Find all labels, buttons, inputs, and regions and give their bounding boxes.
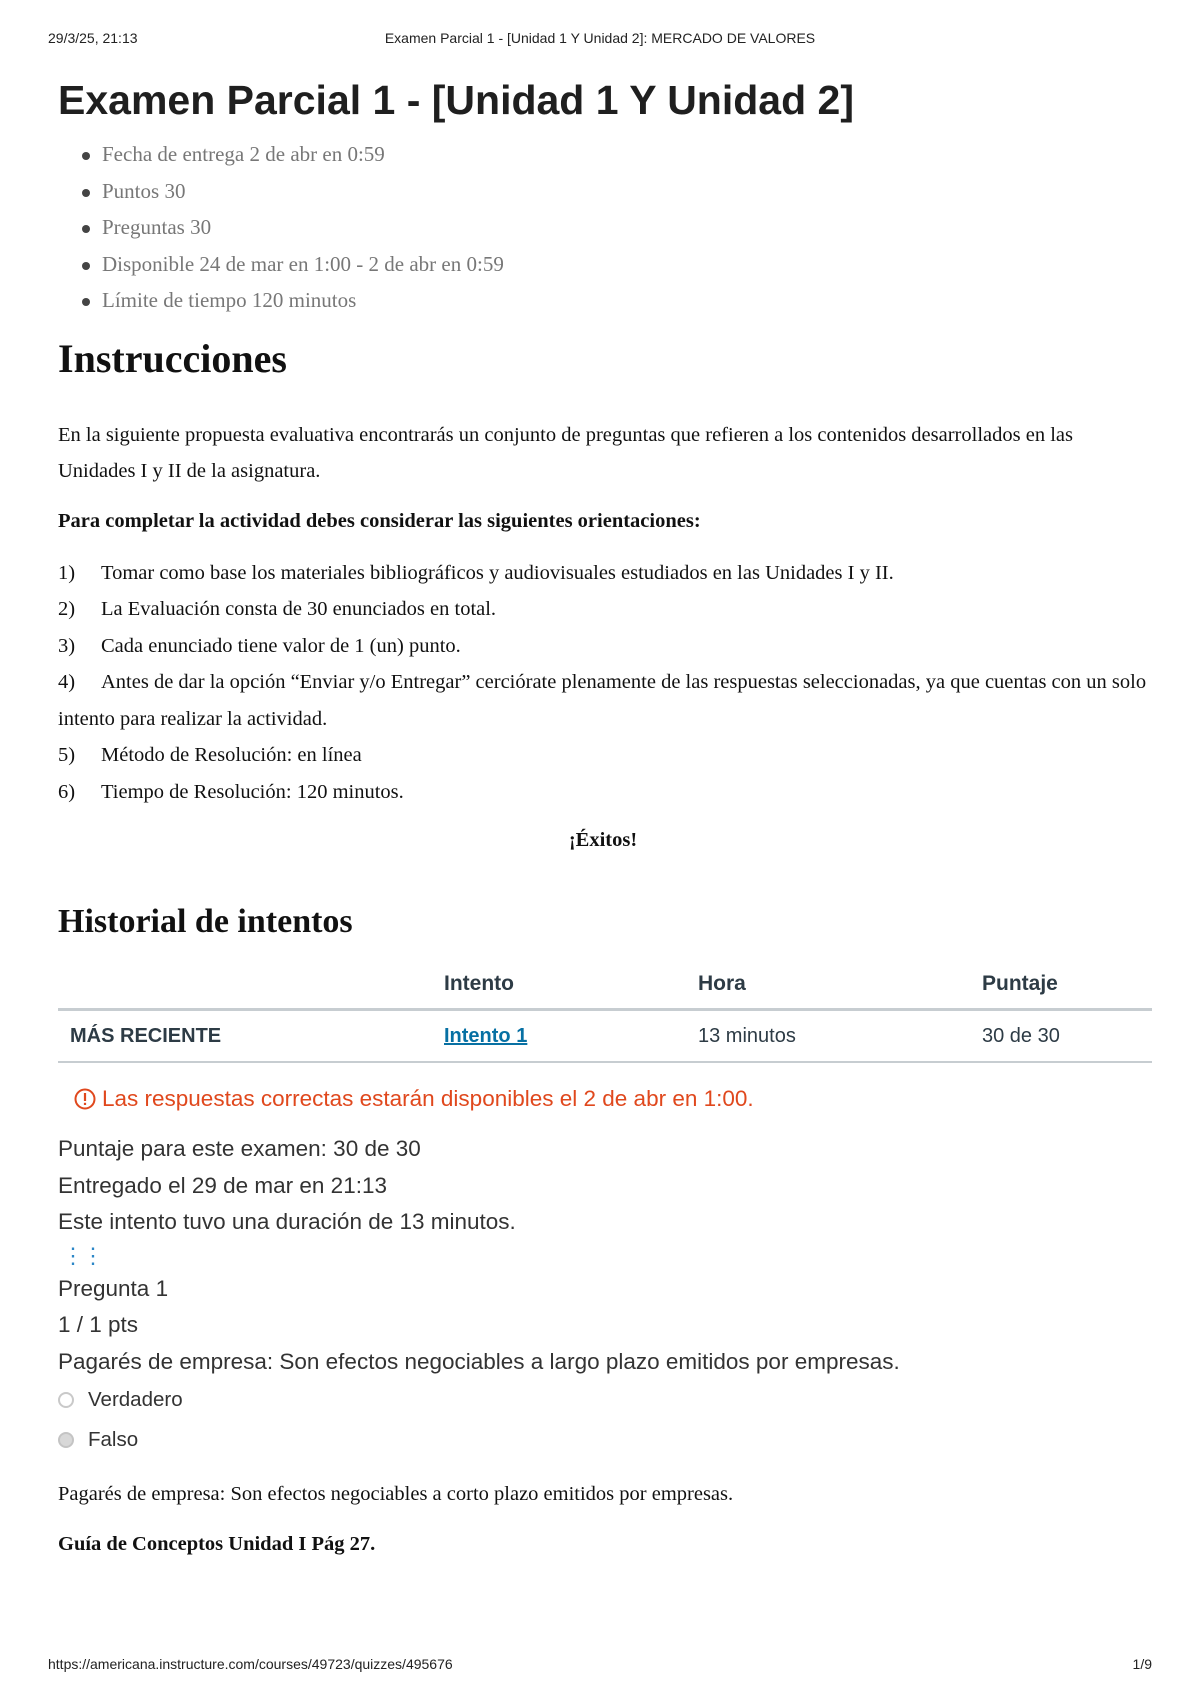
detail-value: 120 minutos	[251, 288, 357, 312]
detail-points	[102, 173, 1148, 210]
answer-label: Falso	[88, 1428, 139, 1451]
instruction-step	[58, 555, 1148, 592]
print-header	[48, 26, 1152, 46]
answer-reference: Guía de Conceptos Unidad I Pág 27.	[58, 1533, 376, 1555]
instructions-closing: ¡Éxitos!	[568, 829, 638, 851]
detail-label: Fecha de entrega	[102, 142, 245, 166]
attempt-cell	[432, 1010, 686, 1063]
score-cell: 30 de 30	[970, 1010, 1152, 1063]
detail-value: 24 de mar en 1:00 - 2 de abr en 0:59	[199, 251, 504, 276]
instructions-bold-line: Para completar la actividad debes considerar las siguientes orientaciones:	[58, 509, 701, 532]
detail-label: Disponible	[102, 251, 195, 276]
duration-summary: Este intento tuvo una duración de 13 minutos.	[58, 1209, 516, 1234]
detail-value: 30	[164, 178, 186, 203]
step-number: 4)	[58, 671, 76, 693]
answer-option-true[interactable]	[58, 1380, 1148, 1420]
step-text: Antes de dar la opción “Enviar y/o Entregar” cerciórate plenamente de las respuestas seleccionadas, ya que cuentas con un solo intento para realizar la actividad.	[58, 671, 1147, 730]
score-summary: Puntaje para este examen: 30 de 30	[58, 1136, 421, 1161]
radio-button[interactable]	[58, 1392, 74, 1408]
step-text: Tomar como base los materiales bibliográficos y audiovisuales estudiados en las Unidades I y II.	[101, 561, 894, 584]
attempt-summary	[58, 1131, 1148, 1241]
print-datetime: 29/3/25, 21:13	[48, 30, 138, 46]
detail-label: Preguntas	[102, 215, 185, 239]
detail-label: Límite de tiempo	[102, 288, 247, 312]
row-label: MÁS RECIENTE	[58, 1010, 432, 1063]
step-text: Tiempo de Resolución: 120 minutos.	[101, 780, 404, 803]
detail-label: Puntos	[102, 178, 160, 203]
warning-circle-icon	[74, 1088, 96, 1110]
instruction-step	[58, 774, 1148, 811]
notice-text: Las respuestas correctas estarán disponibles el 2 de abr en 1:00.	[102, 1086, 754, 1111]
step-text: La Evaluación consta de 30 enunciados en total.	[101, 598, 497, 620]
instruction-step	[58, 737, 1148, 774]
question-block	[58, 1271, 1148, 1563]
detail-questions	[102, 209, 1148, 246]
detail-available	[102, 246, 1148, 283]
question-text: Pagarés de empresa: Son efectos negociables a largo plazo emitidos por empresas.	[58, 1348, 900, 1374]
radio-button-selected[interactable]	[58, 1432, 74, 1448]
detail-value: 2 de abr en 0:59	[249, 142, 385, 166]
column-header-score: Puntaje	[970, 960, 1152, 1010]
print-footer	[48, 1652, 1152, 1672]
answer-option-false[interactable]	[58, 1420, 1148, 1460]
submitted-summary: Entregado el 29 de mar en 21:13	[58, 1172, 387, 1198]
drag-handle-icon[interactable]: ⋮⋮	[62, 1242, 102, 1268]
quiz-content	[58, 72, 1148, 1562]
question-number: Pregunta 1	[58, 1275, 169, 1301]
attempt-link[interactable]: Intento 1	[444, 1024, 528, 1047]
page-url: https://americana.instructure.com/courses/49723/quizzes/495676	[48, 1656, 453, 1672]
quiz-title: Examen Parcial 1 - [Unidad 1 Y Unidad 2]	[58, 77, 854, 123]
column-header-blank	[58, 960, 432, 1010]
step-number: 3)	[58, 634, 76, 657]
page-number: 1/9	[1132, 1656, 1152, 1672]
column-header-attempt: Intento	[432, 960, 686, 1010]
instruction-step	[58, 628, 1148, 665]
quiz-details-list	[58, 136, 1148, 319]
instructions-steps	[58, 555, 1148, 811]
step-text: Método de Resolución: en línea	[101, 744, 362, 766]
table-header-row	[58, 960, 1152, 1010]
question-points: 1 / 1 pts	[58, 1312, 139, 1337]
instructions-heading: Instrucciones	[58, 335, 287, 381]
history-heading: Historial de intentos	[58, 903, 353, 940]
print-page-title: Examen Parcial 1 - [Unidad 1 Y Unidad 2]: MERCADO DE VALORES	[384, 30, 816, 46]
detail-due-date	[102, 136, 1148, 173]
answer-label: Verdadero	[88, 1388, 183, 1411]
detail-time-limit	[102, 282, 1148, 319]
step-number: 1)	[58, 561, 76, 584]
step-text: Cada enunciado tiene valor de 1 (un) punto.	[101, 634, 461, 657]
step-number: 6)	[58, 780, 76, 803]
time-cell: 13 minutos	[686, 1010, 970, 1063]
answer-explanation: Pagarés de empresa: Son efectos negociables a corto plazo emitidos por empresas.	[58, 1483, 734, 1505]
attempt-history-table	[58, 960, 1152, 1063]
instructions-intro: En la siguiente propuesta evaluativa encontrarás un conjunto de preguntas que refieren a los contenidos desarrollados en las Unidades I y II de la asignatura.	[58, 423, 1073, 482]
correct-answers-notice	[74, 1083, 1148, 1115]
instruction-step	[58, 591, 1148, 628]
instruction-step	[58, 664, 1148, 737]
table-row	[58, 1010, 1152, 1063]
step-number: 2)	[58, 598, 76, 620]
column-header-time: Hora	[686, 960, 970, 1010]
detail-value: 30	[190, 215, 212, 239]
step-number: 5)	[58, 744, 76, 766]
